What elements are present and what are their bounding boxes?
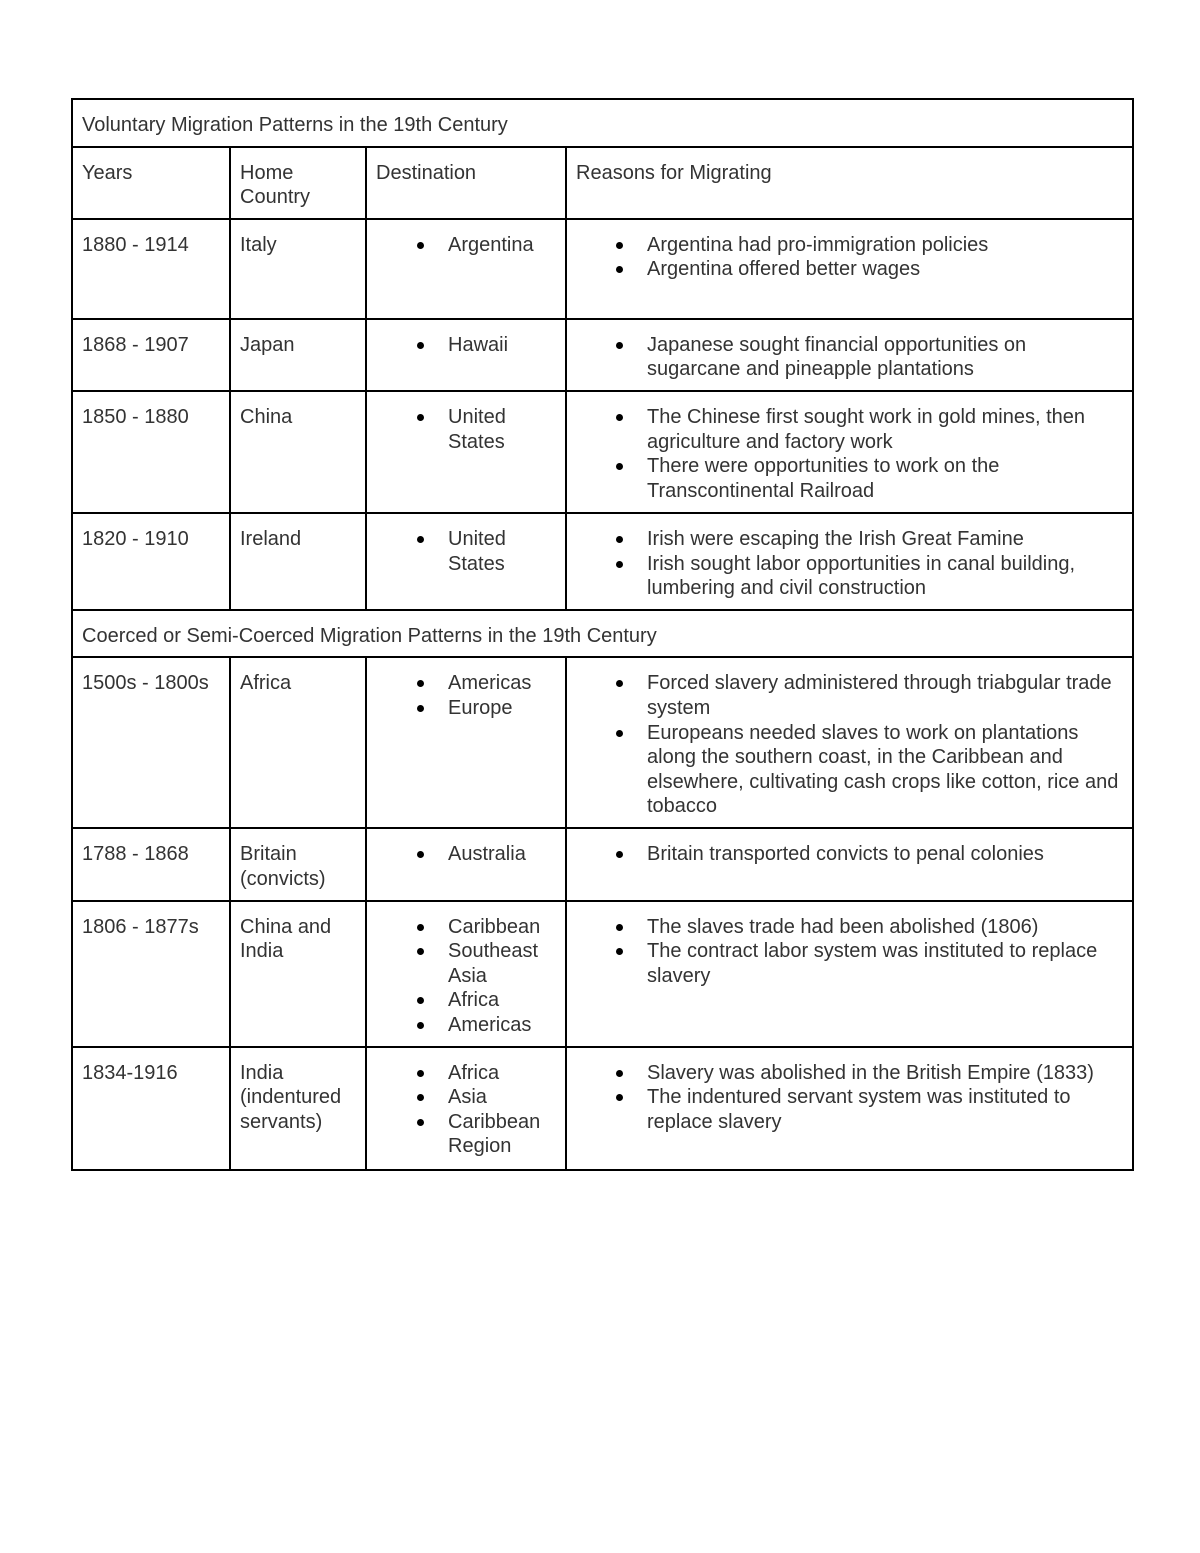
years-cell: 1834-1916 <box>72 1047 230 1170</box>
destination-item: United States <box>376 527 557 576</box>
table-row <box>72 901 1133 1047</box>
destination-item: Africa <box>376 1061 557 1086</box>
reason-list <box>576 1061 1124 1135</box>
destination-item: Southeast Asia <box>376 939 557 988</box>
destination-list <box>376 527 557 576</box>
reasons-cell <box>566 657 1133 828</box>
coerced-section-title: Coerced or Semi-Coerced Migration Patterns in the 19th Century <box>72 610 1133 658</box>
reason-list <box>576 405 1124 503</box>
years-cell: 1868 - 1907 <box>72 319 230 391</box>
reason-item: The indentured servant system was instituted to replace slavery <box>576 1085 1124 1134</box>
reason-list <box>576 915 1124 989</box>
destination-list <box>376 233 557 258</box>
reason-item: Irish were escaping the Irish Great Famine <box>576 527 1124 552</box>
table-row <box>72 319 1133 391</box>
destination-item: Europe <box>376 696 557 721</box>
home-country-cell: China <box>230 391 366 513</box>
voluntary-section-title: Voluntary Migration Patterns in the 19th Century <box>72 99 1133 147</box>
destination-list <box>376 1061 557 1159</box>
table-row <box>72 219 1133 319</box>
home-country-cell: Africa <box>230 657 366 828</box>
years-cell: 1850 - 1880 <box>72 391 230 513</box>
reason-item: Japanese sought financial opportunities on sugarcane and pineapple plantations <box>576 333 1124 382</box>
destination-item: Caribbean Region <box>376 1110 557 1159</box>
destination-cell <box>366 828 566 900</box>
reason-item: Forced slavery administered through triabgular trade system <box>576 671 1124 720</box>
home-country-cell: Ireland <box>230 513 366 610</box>
reason-item: Argentina had pro-immigration policies <box>576 233 1124 258</box>
destination-item: Australia <box>376 842 557 867</box>
home-country-cell: China and India <box>230 901 366 1047</box>
destination-item: Americas <box>376 671 557 696</box>
migration-table <box>71 98 1134 1171</box>
table-row <box>72 391 1133 513</box>
destination-list <box>376 842 557 867</box>
reason-item: Europeans needed slaves to work on plantations along the southern coast, in the Caribbean and elsewhere, cultivating cash crops like cotton, rice and tobacco <box>576 721 1124 819</box>
destination-cell <box>366 513 566 610</box>
reason-list <box>576 842 1124 867</box>
reasons-cell <box>566 319 1133 391</box>
reasons-cell <box>566 828 1133 900</box>
destination-cell <box>366 1047 566 1170</box>
voluntary-section-title-row <box>72 99 1133 147</box>
years-cell: 1806 - 1877s <box>72 901 230 1047</box>
table-row <box>72 657 1133 828</box>
header-destination: Destination <box>366 147 566 219</box>
reason-list <box>576 333 1124 382</box>
reason-list <box>576 233 1124 282</box>
reason-item: The Chinese first sought work in gold mines, then agriculture and factory work <box>576 405 1124 454</box>
destination-list <box>376 915 557 1038</box>
reasons-cell <box>566 513 1133 610</box>
destination-list <box>376 333 557 358</box>
reason-item: Irish sought labor opportunities in canal building, lumbering and civil construction <box>576 552 1124 601</box>
column-header-row <box>72 147 1133 219</box>
reason-item: The slaves trade had been abolished (1806) <box>576 915 1124 940</box>
home-country-cell: Italy <box>230 219 366 319</box>
destination-item: Hawaii <box>376 333 557 358</box>
home-country-cell: Japan <box>230 319 366 391</box>
destination-item: Americas <box>376 1013 557 1038</box>
coerced-section-title-row <box>72 610 1133 658</box>
reason-item: There were opportunities to work on the Transcontinental Railroad <box>576 454 1124 503</box>
reasons-cell <box>566 901 1133 1047</box>
destination-list <box>376 405 557 454</box>
reasons-cell <box>566 1047 1133 1170</box>
reason-item: Slavery was abolished in the British Empire (1833) <box>576 1061 1124 1086</box>
destination-cell <box>366 219 566 319</box>
home-country-cell: India (indentured servants) <box>230 1047 366 1170</box>
header-home-country: Home Country <box>230 147 366 219</box>
reasons-cell <box>566 219 1133 319</box>
reasons-cell <box>566 391 1133 513</box>
years-cell: 1820 - 1910 <box>72 513 230 610</box>
reason-list <box>576 671 1124 819</box>
years-cell: 1880 - 1914 <box>72 219 230 319</box>
years-cell: 1788 - 1868 <box>72 828 230 900</box>
destination-item: Africa <box>376 988 557 1013</box>
destination-cell <box>366 657 566 828</box>
header-years: Years <box>72 147 230 219</box>
reason-item: Argentina offered better wages <box>576 257 1124 282</box>
table-row <box>72 828 1133 900</box>
destination-cell <box>366 901 566 1047</box>
reason-item: The contract labor system was instituted to replace slavery <box>576 939 1124 988</box>
table-row <box>72 1047 1133 1170</box>
destination-list <box>376 671 557 720</box>
destination-cell <box>366 319 566 391</box>
destination-item: Asia <box>376 1085 557 1110</box>
years-cell: 1500s - 1800s <box>72 657 230 828</box>
destination-item: United States <box>376 405 557 454</box>
destination-item: Argentina <box>376 233 557 258</box>
home-country-cell: Britain (convicts) <box>230 828 366 900</box>
table-row <box>72 513 1133 610</box>
reason-item: Britain transported convicts to penal colonies <box>576 842 1124 867</box>
destination-item: Caribbean <box>376 915 557 940</box>
reason-list <box>576 527 1124 601</box>
header-reasons: Reasons for Migrating <box>566 147 1133 219</box>
destination-cell <box>366 391 566 513</box>
